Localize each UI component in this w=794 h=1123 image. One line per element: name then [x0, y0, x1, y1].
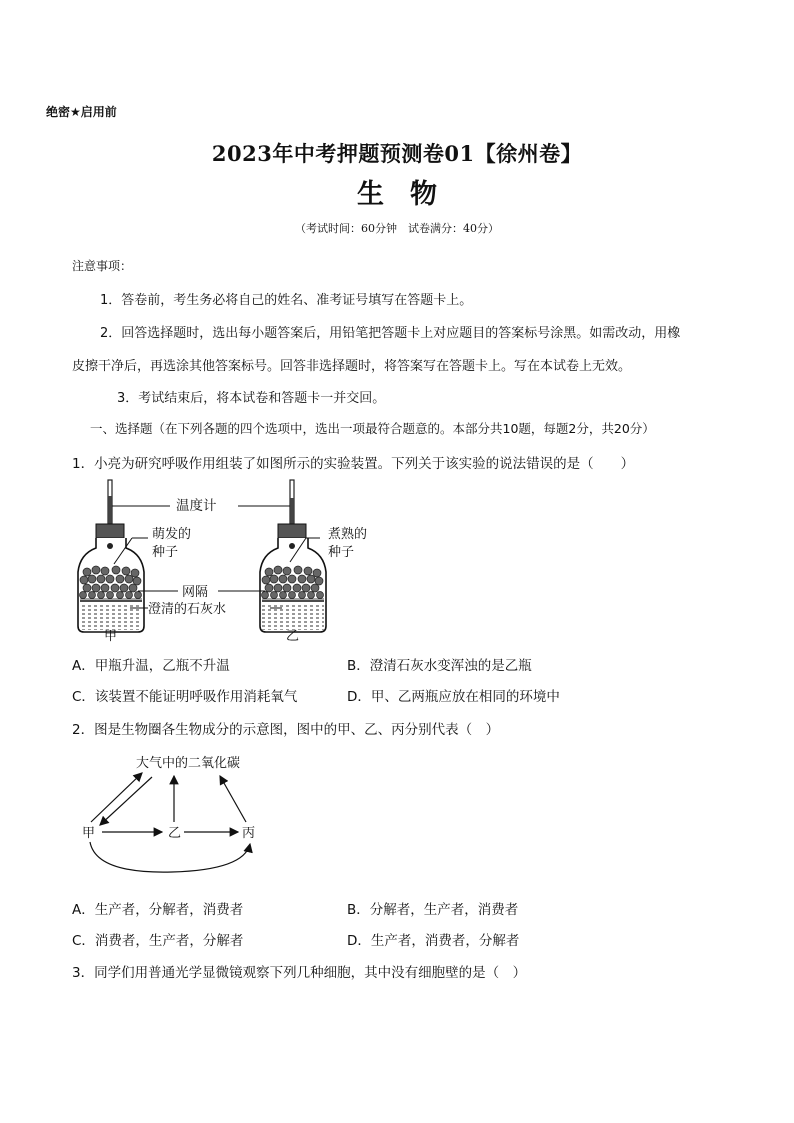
limewater-label: 澄清的石灰水	[148, 602, 227, 617]
cooked-seeds-label-line-2: 种子	[328, 545, 355, 560]
co2-node: 大气中的二氧化碳	[136, 756, 241, 771]
question-1-option-a: A．甲瓶升温，乙瓶不升温	[72, 658, 230, 674]
question-3-stem: 3．同学们用普通光学显微镜观察下列几种细胞，其中没有细胞壁的是（ ）	[72, 965, 527, 981]
sprouting-seeds-label-line-1: 萌发的	[152, 527, 192, 542]
arrow-a-to-co2	[91, 773, 142, 822]
note-item-2-line-1: 2．回答选择题时，选出每小题答案后，用铅笔把答题卡上对应题目的答案标号涂黑。如需改动，用橡	[100, 326, 681, 341]
biosphere-diagram	[76, 748, 276, 878]
exam-time-info: （考试时间：60分钟 试卷满分：40分）	[295, 222, 499, 235]
sprouting-seeds-label-line-2: 种子	[152, 545, 179, 560]
note-item-1: 1．答卷前，考生务必将自己的姓名、准考证号填写在答题卡上。	[100, 293, 473, 308]
bottle-a-label: 甲	[104, 629, 118, 644]
question-2-stem: 2．图是生物圈各生物成分的示意图，图中的甲、乙、丙分别代表（ ）	[72, 722, 500, 738]
subject-title: 生物	[357, 179, 463, 210]
bottle-a	[78, 480, 144, 632]
question-1-option-c: C．该装置不能证明呼吸作用消耗氧气	[72, 689, 298, 705]
mesh-label: 网隔	[182, 585, 209, 600]
question-2-option-c: C．消费者，生产者，分解者	[72, 933, 244, 949]
arrow-co2-to-a	[100, 777, 152, 825]
node-b: 乙	[168, 826, 182, 841]
node-c: 丙	[242, 826, 256, 841]
question-1-option-b: B．澄清石灰水变浑浊的是乙瓶	[347, 658, 532, 674]
thermometer-label: 温度计	[176, 498, 217, 514]
arrow-a-to-c	[90, 842, 250, 872]
note-item-3: 3．考试结束后，将本试卷和答题卡一并交回。	[117, 391, 386, 406]
bottle-b	[260, 480, 326, 632]
node-a: 甲	[82, 826, 96, 841]
confidential-label: 绝密★启用前	[46, 105, 117, 119]
question-2-option-d: D．生产者，消费者，分解者	[347, 933, 520, 949]
bottle-b-label: 乙	[286, 629, 300, 644]
arrow-c-to-co2	[220, 776, 246, 822]
question-1-stem: 1．小亮为研究呼吸作用组装了如图所示的实验装置。下列关于该实验的说法错误的是（ ）	[72, 456, 635, 472]
respiration-apparatus-figure	[70, 476, 390, 646]
notes-heading: 注意事项：	[72, 259, 133, 273]
question-2-option-a: A．生产者，分解者，消费者	[72, 902, 244, 918]
cooked-seeds-label-line-1: 煮熟的	[328, 527, 368, 542]
question-1-option-d: D．甲、乙两瓶应放在相同的环境中	[347, 689, 560, 705]
section-heading: 一、选择题（在下列各题的四个选项中，选出一项最符合题意的。本部分共10题，每题2分，共20分）	[90, 421, 655, 436]
question-2-option-b: B．分解者，生产者，消费者	[347, 902, 519, 918]
note-item-2-line-2: 皮擦干净后，再选涂其他答案标号。回答非选择题时，将答案写在答题卡上。写在本试卷上无效。	[72, 359, 632, 374]
exam-title: 2023年中考押题预测卷01【徐州卷】	[211, 141, 583, 166]
